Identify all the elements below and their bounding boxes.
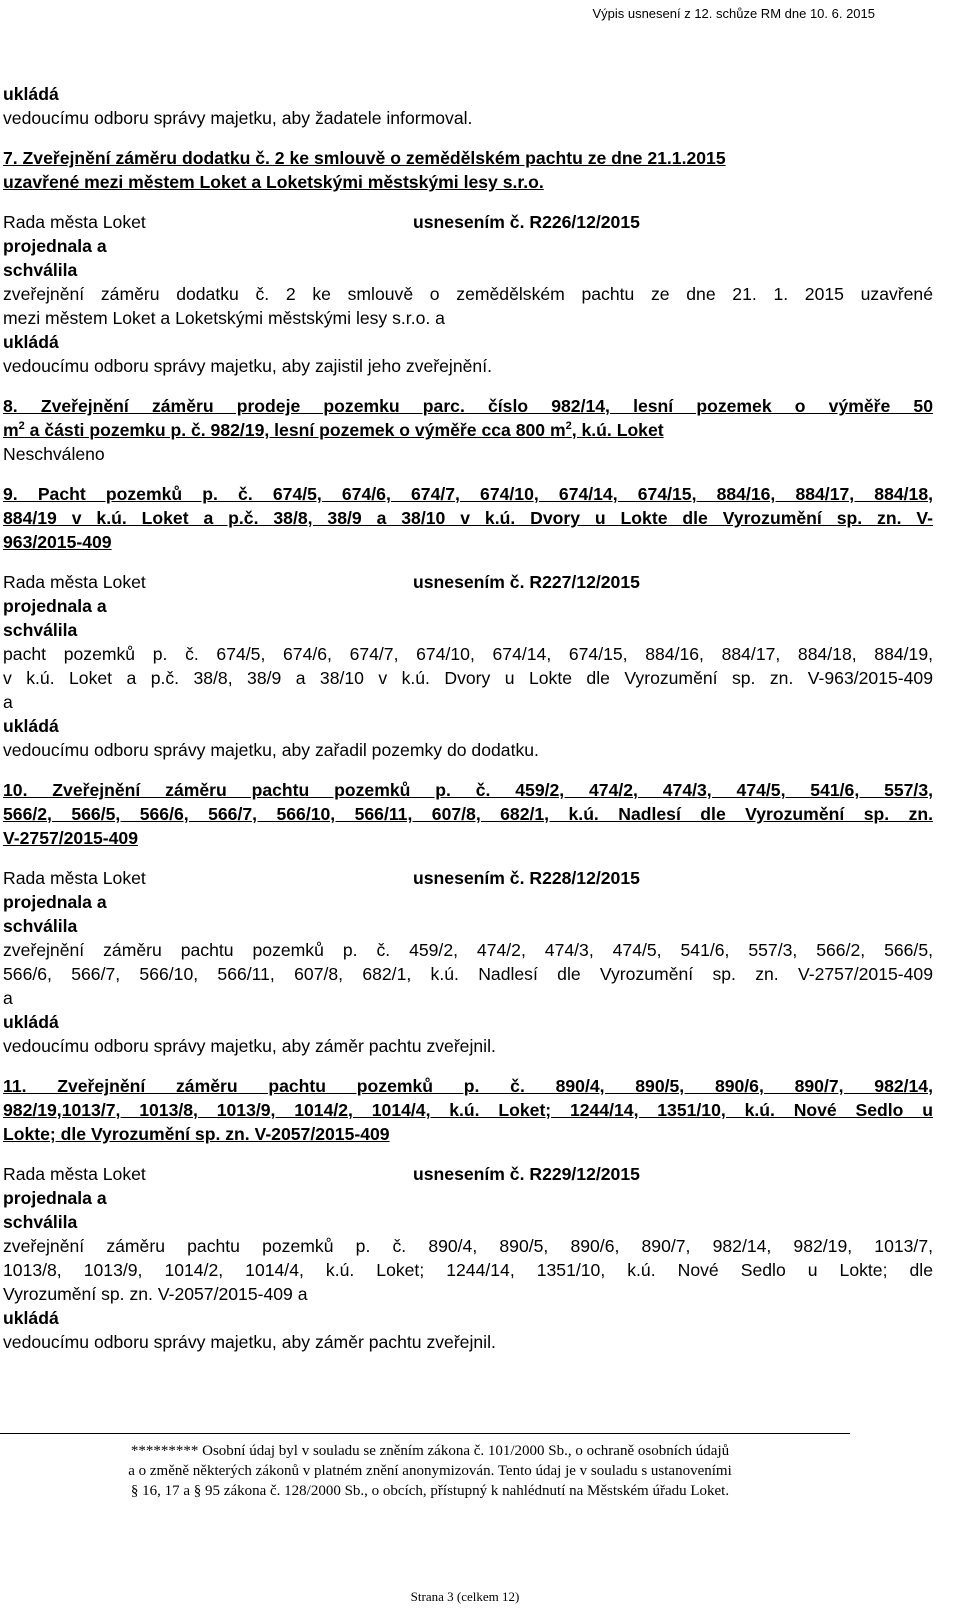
section-8-heading-line2 bbox=[3, 418, 933, 442]
footnote-line: § 16, 17 a § 95 zákona č. 128/2000 Sb., o obcích, přístupný k nahlédnutí na Městském úřadu Loket. bbox=[130, 1483, 730, 1499]
section-9-heading-line2: 884/19 v k.ú. Loket a p.č. 38/8, 38/9 a 38/10 v k.ú. Dvory u Lokte dle Vyrozumění sp. zn. V- bbox=[3, 508, 933, 528]
section-10-heading-line2: 566/2, 566/5, 566/6, 566/7, 566/10, 566/11, 607/8, 682/1, k.ú. Nadlesí dle Vyrozumění sp. zn. bbox=[3, 804, 933, 824]
section-7-heading-line1: 7. Zveřejnění záměru dodatku č. 2 ke smlouvě o zemědělském pachtu ze dne 21.1.2015 bbox=[3, 148, 726, 168]
resolution-number: usnesením č. R226/12/2015 bbox=[413, 212, 640, 232]
section-9-heading-line1: 9. Pacht pozemků p. č. 674/5, 674/6, 674/7, 674/10, 674/14, 674/15, 884/16, 884/17, 884/18, bbox=[3, 484, 933, 504]
resolution-number: usnesením č. R228/12/2015 bbox=[413, 868, 640, 888]
resolution-body: v k.ú. Loket a p.č. 38/8, 38/9 a 38/10 v k.ú. Dvory u Lokte dle Vyrozumění sp. zn. V-963/2015-409 bbox=[3, 668, 933, 688]
projednala-label: projednala a bbox=[3, 596, 107, 616]
resolution-body: Vyrozumění sp. zn. V-2057/2015-409 a bbox=[3, 1284, 308, 1304]
section-7-heading-line2: uzavřené mezi městem Loket a Loketskými městskými lesy s.r.o. bbox=[3, 172, 544, 192]
schvalila-label: schválila bbox=[3, 260, 78, 280]
superscript: 2 bbox=[18, 420, 25, 433]
uklada-text: vedoucímu odboru správy majetku, aby žadatele informoval. bbox=[3, 108, 473, 128]
resolution-body: mezi městem Loket a Loketskými městskými lesy s.r.o. a bbox=[3, 308, 445, 328]
uklada-text: vedoucímu odboru správy majetku, aby zařadil pozemky do dodatku. bbox=[3, 740, 539, 760]
footnote-line: ********* Osobní údaj byl v souladu se zněním zákona č. 101/2000 Sb., o ochraně osobních údajů bbox=[130, 1443, 730, 1459]
section-10-heading-line1: 10. Zveřejnění záměru pachtu pozemků p. č. 459/2, 474/2, 474/3, 474/5, 541/6, 557/3, bbox=[3, 780, 933, 800]
section-10-heading-line3: V-2757/2015-409 bbox=[3, 828, 139, 848]
schvalila-label: schválila bbox=[3, 1212, 78, 1232]
council-name: Rada města Loket bbox=[3, 868, 146, 888]
section-11-heading-line3: Lokte; dle Vyrozumění sp. zn. V-2057/2015-409 bbox=[3, 1124, 390, 1144]
schvalila-label: schválila bbox=[3, 916, 78, 936]
council-name: Rada města Loket bbox=[3, 212, 146, 232]
footnote bbox=[0, 1441, 860, 1501]
projednala-label: projednala a bbox=[3, 1188, 107, 1208]
section-7-heading bbox=[3, 146, 933, 170]
resolution-body: 1013/8, 1013/9, 1014/2, 1014/4, k.ú. Loket; 1244/14, 1351/10, k.ú. Nové Sedlo u Lokte; dle bbox=[3, 1260, 933, 1280]
resolution-body: a bbox=[3, 988, 13, 1008]
heading-text: m bbox=[3, 420, 19, 440]
section-9-heading-line3: 963/2015-409 bbox=[3, 532, 112, 552]
uklada-label: ukládá bbox=[3, 1308, 59, 1328]
section-9-heading bbox=[3, 482, 933, 506]
resolution-body: zveřejnění záměru pachtu pozemků p. č. 459/2, 474/2, 474/3, 474/5, 541/6, 557/3, 566/2, 566/5, bbox=[3, 940, 933, 960]
footnote-line: a o změně některých zákonů v platném znění anonymizován. Tento údaj je v souladu s ustanoveními bbox=[128, 1463, 732, 1479]
section-8-status: Neschváleno bbox=[3, 444, 105, 464]
page-number: Strana 3 (celkem 12) bbox=[410, 1589, 520, 1604]
resolution-line bbox=[3, 866, 933, 890]
section-11-heading-line1: 11. Zveřejnění záměru pachtu pozemků p. č. 890/4, 890/5, 890/6, 890/7, 982/14, bbox=[3, 1076, 933, 1096]
resolution-body: zveřejnění záměru dodatku č. 2 ke smlouvě o zemědělském pachtu ze dne 21. 1. 2015 uzavřené bbox=[3, 284, 933, 304]
uklada-text: vedoucímu odboru správy majetku, aby záměr pachtu zveřejnil. bbox=[3, 1332, 496, 1352]
uklada-label: ukládá bbox=[3, 332, 59, 352]
uklada-text: vedoucímu odboru správy majetku, aby zajistil jeho zveřejnění. bbox=[3, 356, 492, 376]
section-10-heading bbox=[3, 778, 933, 802]
footnote-divider bbox=[0, 1433, 850, 1434]
section-8-heading-line1: 8. Zveřejnění záměru prodeje pozemku parc. číslo 982/14, lesní pozemek o výměře 50 bbox=[3, 396, 933, 416]
schvalila-label: schválila bbox=[3, 620, 78, 640]
resolution-number: usnesením č. R229/12/2015 bbox=[413, 1164, 640, 1184]
heading-text: a části pozemku p. č. 982/19, lesní pozemek o výměře cca 800 m bbox=[24, 420, 566, 440]
projednala-label: projednala a bbox=[3, 892, 107, 912]
uklada-text: vedoucímu odboru správy majetku, aby záměr pachtu zveřejnil. bbox=[3, 1036, 496, 1056]
uklada-label: ukládá bbox=[3, 84, 59, 104]
uklada-label: ukládá bbox=[3, 1012, 59, 1032]
resolution-line bbox=[3, 1162, 933, 1186]
resolution-line bbox=[3, 210, 933, 234]
superscript: 2 bbox=[565, 420, 572, 433]
resolution-body: 566/6, 566/7, 566/10, 566/11, 607/8, 682/1, k.ú. Nadlesí dle Vyrozumění sp. zn. V-2757/2015-409 bbox=[3, 964, 933, 984]
section-11-heading bbox=[3, 1074, 933, 1098]
resolution-number: usnesením č. R227/12/2015 bbox=[413, 572, 640, 592]
council-name: Rada města Loket bbox=[3, 572, 146, 592]
page-header: Výpis usnesení z 12. schůze RM dne 10. 6. 2015 bbox=[592, 6, 875, 21]
section-8-heading bbox=[3, 394, 933, 418]
document-content bbox=[3, 82, 933, 1354]
uklada-label: ukládá bbox=[3, 716, 59, 736]
heading-text: , k.ú. Loket bbox=[571, 420, 664, 440]
resolution-body: pacht pozemků p. č. 674/5, 674/6, 674/7, 674/10, 674/14, 674/15, 884/16, 884/17, 884/18, 884/19, bbox=[3, 644, 933, 664]
section-11-heading-line2: 982/19,1013/7, 1013/8, 1013/9, 1014/2, 1014/4, k.ú. Loket; 1244/14, 1351/10, k.ú. Nové Sedlo u bbox=[3, 1100, 933, 1120]
council-name: Rada města Loket bbox=[3, 1164, 146, 1184]
resolution-line bbox=[3, 570, 933, 594]
projednala-label: projednala a bbox=[3, 236, 107, 256]
resolution-body: zveřejnění záměru pachtu pozemků p. č. 890/4, 890/5, 890/6, 890/7, 982/14, 982/19, 1013/7, bbox=[3, 1236, 933, 1256]
resolution-body: a bbox=[3, 692, 13, 712]
